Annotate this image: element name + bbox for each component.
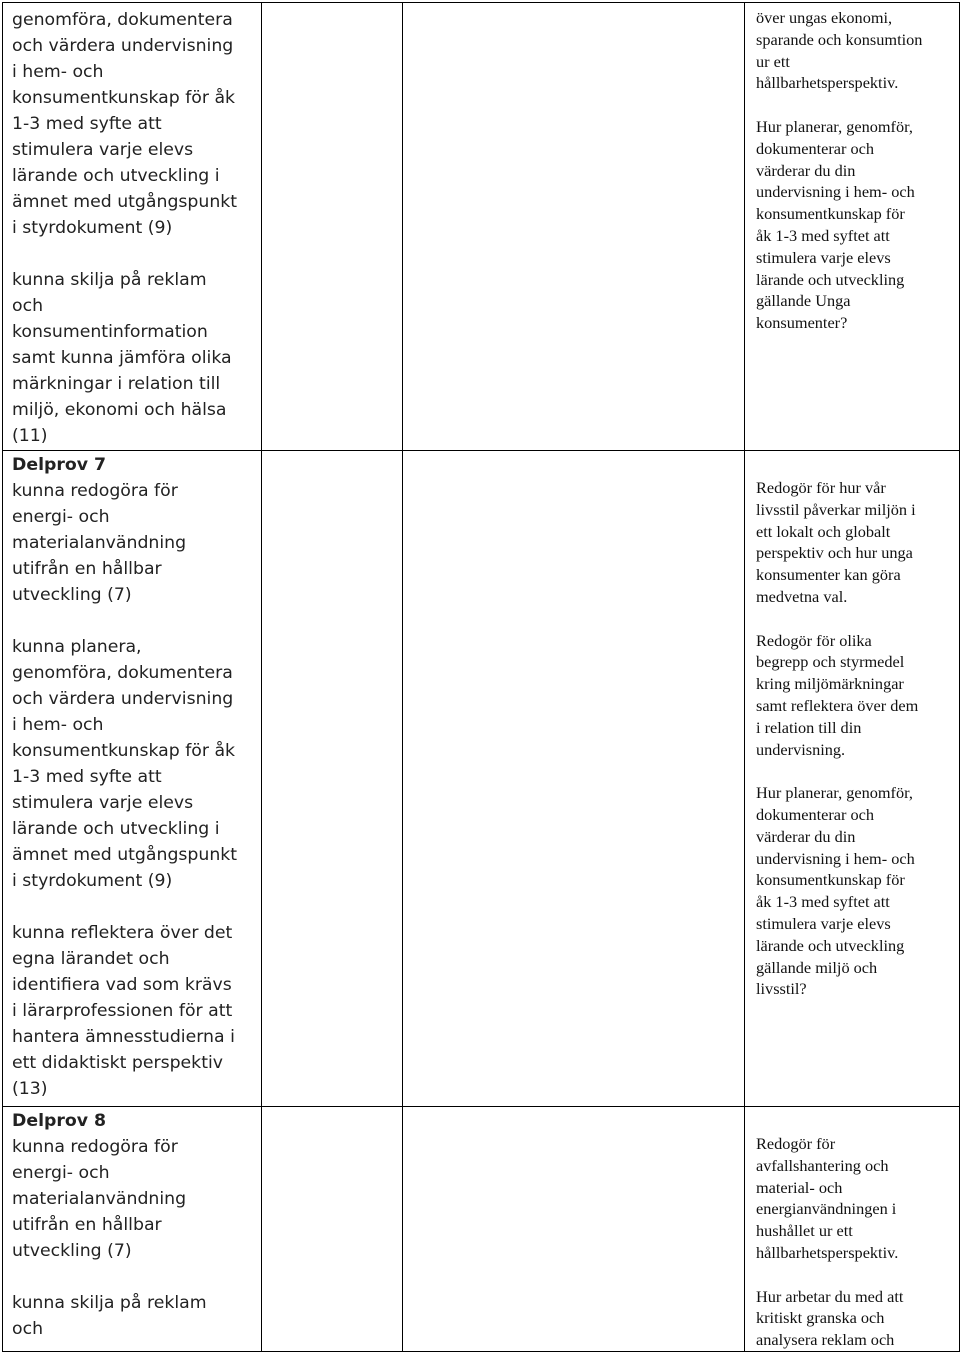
text-line: identifiera vad som krävs xyxy=(12,975,232,995)
text-line: undervisning i hem- och xyxy=(756,182,915,202)
text-line: 1-3 med syfte att xyxy=(12,114,162,134)
objective-paragraph xyxy=(12,1134,261,1264)
text-line: kunna planera, xyxy=(12,637,142,657)
text-line: ämnet med utgångspunkt xyxy=(12,845,238,865)
text-line: i relation till din xyxy=(756,717,862,737)
text-line: över ungas ekonomi, xyxy=(756,8,893,27)
objectives-cell xyxy=(3,451,262,1107)
text-line: konsumenter? xyxy=(756,313,848,333)
text-line: värderar du din xyxy=(756,826,856,846)
empty-cell xyxy=(403,1107,745,1352)
text-line: hållbarhetsperspektiv. xyxy=(756,73,899,93)
text-line: energianvändningen i xyxy=(756,1199,897,1219)
tasks-text xyxy=(745,451,959,1000)
objectives-text xyxy=(3,1107,261,1342)
text-line: och xyxy=(12,296,44,316)
text-line: hushållet ur ett xyxy=(756,1221,853,1241)
course-table xyxy=(2,2,960,1352)
objective-paragraph xyxy=(12,478,261,608)
tasks-text xyxy=(745,1107,959,1351)
text-line: stimulera varje elevs xyxy=(12,793,194,813)
task-paragraph xyxy=(756,1133,959,1264)
text-line: livsstil? xyxy=(756,979,807,999)
text-line: utveckling (7) xyxy=(12,585,132,605)
text-line: dokumenterar och xyxy=(756,804,874,824)
objectives-cell xyxy=(3,1107,262,1352)
task-paragraph xyxy=(756,7,959,94)
task-paragraph xyxy=(756,1286,959,1351)
text-line: konsumentkunskap för xyxy=(756,204,905,224)
task-paragraph xyxy=(756,116,959,334)
task-paragraph xyxy=(756,477,959,608)
text-line: konsumentinformation xyxy=(12,322,208,342)
text-line: 1-3 med syfte att xyxy=(12,767,162,787)
text-line: i styrdokument (9) xyxy=(12,218,173,238)
text-line: kunna redogöra för xyxy=(12,1137,178,1157)
text-line: i styrdokument (9) xyxy=(12,871,173,891)
text-line: stimulera varje elevs xyxy=(12,140,194,160)
text-line: undervisning. xyxy=(756,739,846,759)
text-line: kunna reflektera över det xyxy=(12,923,233,943)
text-line: i lärarprofessionen för att xyxy=(12,1001,233,1021)
empty-cell xyxy=(262,1107,403,1352)
text-line: begrepp och styrmedel xyxy=(756,652,905,672)
section-heading: Delprov 8 xyxy=(12,1111,107,1131)
text-line: kunna redogöra för xyxy=(12,481,178,501)
text-line: miljö, ekonomi och hälsa xyxy=(12,400,227,420)
text-line: märkningar i relation till xyxy=(12,374,221,394)
tasks-text xyxy=(745,3,959,334)
text-line: perspektiv och hur unga xyxy=(756,543,913,563)
table-row-3 xyxy=(3,1107,960,1352)
text-line: och värdera undervisning xyxy=(12,689,234,709)
text-line: ur ett xyxy=(756,51,790,71)
tasks-cell xyxy=(745,1107,960,1352)
objective-paragraph xyxy=(12,634,261,894)
text-line: lärande och utveckling xyxy=(756,269,905,289)
text-line: genomföra, dokumentera xyxy=(12,10,233,30)
text-line: kring miljömärkningar xyxy=(756,674,904,694)
text-line: och xyxy=(12,1319,44,1339)
empty-cell xyxy=(403,451,745,1107)
text-line: samt reflektera över dem xyxy=(756,695,919,715)
text-line: utifrån en hållbar xyxy=(12,1215,162,1235)
text-line: kunna skilja på reklam xyxy=(12,270,207,290)
text-line: livsstil påverkar miljön i xyxy=(756,499,916,519)
text-line: egna lärandet och xyxy=(12,949,170,969)
text-line: kunna skilja på reklam xyxy=(12,1293,207,1313)
text-line: utifrån en hållbar xyxy=(12,559,162,579)
empty-cell xyxy=(262,451,403,1107)
text-line: sparande och konsumtion xyxy=(756,29,923,49)
objective-paragraph xyxy=(12,7,261,241)
objective-paragraph xyxy=(12,1290,261,1342)
text-line: ett didaktiskt perspektiv xyxy=(12,1053,223,1073)
task-paragraph xyxy=(756,630,959,761)
section-heading: Delprov 7 xyxy=(12,455,107,475)
tasks-cell xyxy=(745,3,960,451)
text-line: energi- och xyxy=(12,507,110,527)
text-line: gällande Unga xyxy=(756,291,851,311)
text-line: gällande miljö och xyxy=(756,957,878,977)
text-line: konsumentkunskap för åk xyxy=(12,88,236,108)
objectives-text xyxy=(3,3,261,449)
text-line: undervisning i hem- och xyxy=(756,848,915,868)
text-line: stimulera varje elevs xyxy=(756,913,891,933)
empty-cell xyxy=(403,3,745,451)
text-line: åk 1-3 med syftet att xyxy=(756,892,890,912)
text-line: hantera ämnesstudierna i xyxy=(12,1027,235,1047)
text-line: Hur planerar, genomför, xyxy=(756,783,913,803)
text-line: avfallshantering och xyxy=(756,1155,889,1175)
objectives-text xyxy=(3,451,261,1102)
text-line: (13) xyxy=(12,1079,48,1099)
text-line: materialanvändning xyxy=(12,1189,187,1209)
text-line: genomföra, dokumentera xyxy=(12,663,233,683)
tasks-cell xyxy=(745,451,960,1107)
text-line: konsumenter kan göra xyxy=(756,565,901,585)
text-line: konsumentkunskap för åk xyxy=(12,741,236,761)
text-line: lärande och utveckling i xyxy=(12,819,220,839)
objectives-cell xyxy=(3,3,262,451)
objective-paragraph xyxy=(12,920,261,1102)
task-paragraph xyxy=(756,782,959,1000)
text-line: material- och xyxy=(756,1177,843,1197)
text-line: stimulera varje elevs xyxy=(756,247,891,267)
objective-paragraph xyxy=(12,267,261,449)
text-line: hållbarhetsperspektiv. xyxy=(756,1242,899,1262)
text-line: ämnet med utgångspunkt xyxy=(12,192,238,212)
text-line: Hur planerar, genomför, xyxy=(756,116,913,136)
text-line: kritiskt granska och xyxy=(756,1308,885,1328)
table-row-1 xyxy=(3,3,960,451)
text-line: energi- och xyxy=(12,1163,110,1183)
text-line: åk 1-3 med syftet att xyxy=(756,225,890,245)
text-line: lärande och utveckling xyxy=(756,935,905,955)
text-line: i hem- och xyxy=(12,62,104,82)
text-line: Redogör för xyxy=(756,1134,836,1153)
text-line: (11) xyxy=(12,426,48,446)
text-line: samt kunna jämföra olika xyxy=(12,348,232,368)
text-line: medvetna val. xyxy=(756,586,848,606)
table-row-2 xyxy=(3,451,960,1107)
text-line: i hem- och xyxy=(12,715,104,735)
text-line: ett lokalt och globalt xyxy=(756,521,891,541)
text-line: dokumenterar och xyxy=(756,138,874,158)
text-line: konsumentkunskap för xyxy=(756,870,905,890)
text-line: analysera reklam och xyxy=(756,1330,895,1350)
text-line: materialanvändning xyxy=(12,533,187,553)
text-line: utveckling (7) xyxy=(12,1241,132,1261)
empty-cell xyxy=(262,3,403,451)
text-line: Redogör för olika xyxy=(756,630,872,650)
text-line: värderar du din xyxy=(756,160,856,180)
text-line: Redogör för hur vår xyxy=(756,478,886,497)
text-line: lärande och utveckling i xyxy=(12,166,220,186)
text-line: och värdera undervisning xyxy=(12,36,234,56)
text-line: Hur arbetar du med att xyxy=(756,1286,904,1306)
